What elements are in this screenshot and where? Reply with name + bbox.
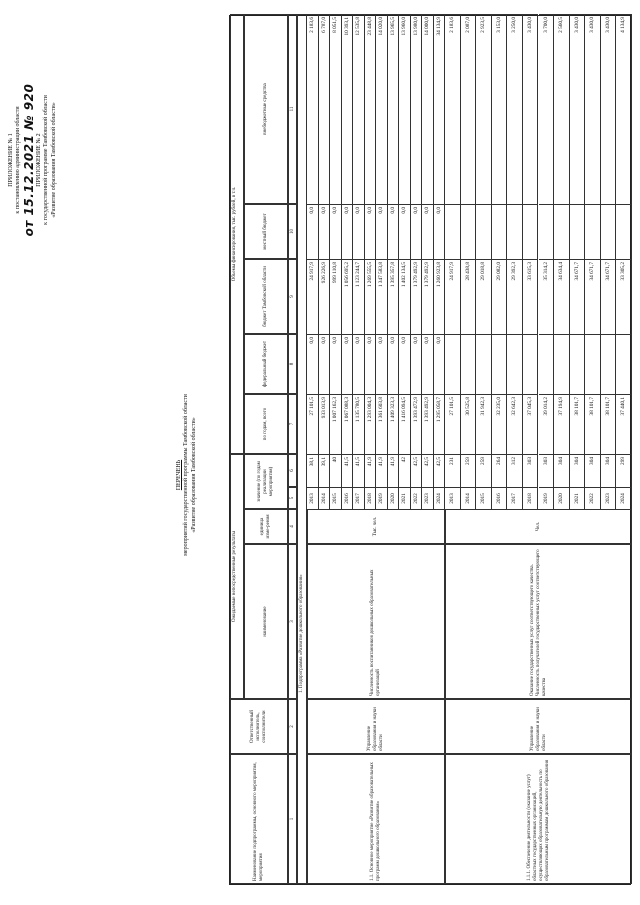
- cell-nonbudget: 13 965,5: [388, 14, 400, 204]
- cell-local: 0,0: [388, 204, 400, 259]
- cell-regional: 1 347 583,8: [376, 259, 388, 334]
- cell-value: 42,5: [422, 454, 434, 487]
- cell-nonbudget: 3 430,0: [601, 14, 617, 204]
- cell-total: 38 101,7: [601, 394, 617, 454]
- cell-local: 0,0: [353, 204, 365, 259]
- cell-nonbudget: 34 134,9: [434, 14, 446, 204]
- cell-year: 2016: [492, 487, 508, 509]
- cell-local: 0,0: [365, 204, 377, 259]
- cell-local: 0,0: [376, 204, 388, 259]
- cell-year: 2016: [342, 487, 354, 509]
- cell-local: [507, 204, 523, 259]
- cell-value: 259: [461, 454, 477, 487]
- cell-value: 299: [616, 454, 632, 487]
- appendix-line: «Развитие образования Тамбовской области»: [50, 102, 57, 218]
- cell-regional: 24 917,9: [445, 259, 461, 334]
- appendix-block: [8, 30, 58, 290]
- cell-local: 0,0: [319, 204, 331, 259]
- cell-value: 303: [539, 454, 555, 487]
- cell-year: 2020: [388, 487, 400, 509]
- cell-total: 1 393 492,9: [422, 394, 434, 454]
- cell-total: 27 101,5: [445, 394, 461, 454]
- header-regional: бюджет Тамбовской области: [244, 259, 288, 334]
- cell-federal: [476, 334, 492, 394]
- cell-regional: 34 671,7: [601, 259, 617, 334]
- col-number: 10: [288, 204, 297, 259]
- cell-year: 2014: [461, 487, 477, 509]
- measure-unit: Чел.: [445, 509, 632, 544]
- cell-local: [570, 204, 586, 259]
- cell-nonbudget: 6 787,0: [319, 14, 331, 204]
- cell-total: 1 135 780,5: [353, 394, 365, 454]
- header-total: по годам, всего: [244, 394, 288, 454]
- cell-nonbudget: 10 393,1: [342, 14, 354, 204]
- appendix-line: ПРИЛОЖЕНИЕ № 2: [35, 133, 42, 187]
- cell-local: 0,0: [342, 204, 354, 259]
- cell-regional: 34 671,7: [570, 259, 586, 334]
- cell-value: 304: [554, 454, 570, 487]
- measure-name: 1.1.1. Обеспечение деятельности (оказание услуг) областных государственных организаций, осуществляющих образовательную деятельность по образовательным программам дошкольного образования: [445, 754, 632, 884]
- col-number: 2: [288, 699, 297, 754]
- cell-local: [492, 204, 508, 259]
- cell-federal: [570, 334, 586, 394]
- cell-nonbudget: 2 183,6: [307, 14, 319, 204]
- document-title: [176, 305, 198, 645]
- appendix-line: к государственной программе Тамбовской области: [43, 95, 50, 225]
- cell-total: 1 416 094,5: [399, 394, 411, 454]
- cell-total: 31 942,3: [476, 394, 492, 454]
- cell-value: 38,1: [307, 454, 319, 487]
- cell-year: 2022: [411, 487, 423, 509]
- cell-nonbudget: 2 183,6: [445, 14, 461, 204]
- cell-federal: 0,0: [434, 334, 446, 394]
- col-number: 11: [288, 14, 297, 204]
- cell-total: 1 293 004,3: [365, 394, 377, 454]
- cell-total: 27 101,5: [307, 394, 319, 454]
- cell-nonbudget: 3 700,0: [539, 14, 555, 204]
- cell-value: 304: [570, 454, 586, 487]
- cell-federal: [461, 334, 477, 394]
- measures-table: [229, 15, 631, 885]
- cell-year: 2021: [570, 487, 586, 509]
- cell-nonbudget: 3 430,0: [570, 14, 586, 204]
- measure-unit: Тыс. чел.: [307, 509, 445, 544]
- cell-federal: 0,0: [307, 334, 319, 394]
- cell-value: 41,9: [365, 454, 377, 487]
- cell-year: 2022: [585, 487, 601, 509]
- cell-value: 42: [399, 454, 411, 487]
- cell-local: [476, 204, 492, 259]
- cell-regional: 1 402 134,5: [399, 259, 411, 334]
- cell-year: 2013: [307, 487, 319, 509]
- measure-name: 1.1. Основное мероприятие «Развитие образовательных программ дошкольного образования»: [307, 754, 445, 884]
- cell-regional: 29 018,8: [476, 259, 492, 334]
- cell-value: 264: [492, 454, 508, 487]
- cell-year: 2019: [376, 487, 388, 509]
- cell-local: [585, 204, 601, 259]
- cell-total: 1 067 088,3: [342, 394, 354, 454]
- appendix-line: ПРИЛОЖЕНИЕ № 1: [8, 133, 14, 187]
- col-number: 7: [288, 394, 297, 454]
- cell-value: 42,5: [434, 454, 446, 487]
- header-executor: Ответственный исполнитель, соисполнители: [230, 699, 288, 754]
- col-number: 9: [288, 259, 297, 334]
- cell-local: 0,0: [434, 204, 446, 259]
- cell-total: 38 101,7: [585, 394, 601, 454]
- header-expected: Ожидаемые непосредственные результаты: [230, 454, 244, 699]
- title-subline: «Развитие образования Тамбовской области»: [190, 417, 197, 533]
- cell-value: 41,9: [376, 454, 388, 487]
- cell-local: 0,0: [330, 204, 342, 259]
- cell-regional: 1 123 244,7: [353, 259, 365, 334]
- cell-nonbudget: 14 020,0: [376, 14, 388, 204]
- year-rows: [445, 14, 632, 509]
- cell-regional: 999 110,8: [330, 259, 342, 334]
- cell-federal: 0,0: [365, 334, 377, 394]
- cell-nonbudget: 14 000,0: [422, 14, 434, 204]
- cell-year: 2018: [365, 487, 377, 509]
- cell-federal: [601, 334, 617, 394]
- cell-total: 38 101,7: [570, 394, 586, 454]
- cell-regional: 1 056 695,2: [342, 259, 354, 334]
- cell-federal: 0,0: [376, 334, 388, 394]
- header-name: Наименование подпрограммы, основного мероприятия, мероприятия: [230, 754, 288, 884]
- cell-total: 1 393 472,9: [411, 394, 423, 454]
- cell-federal: [585, 334, 601, 394]
- cell-total: 37 045,3: [523, 394, 539, 454]
- header-unit: единица изме-рения: [244, 509, 288, 544]
- header-federal: федеральный бюджет: [244, 334, 288, 394]
- cell-local: 0,0: [307, 204, 319, 259]
- cell-regional: 1 395 357,8: [388, 259, 400, 334]
- cell-year: 2013: [445, 487, 461, 509]
- cell-regional: 926 226,9: [319, 259, 331, 334]
- cell-federal: 0,0: [319, 334, 331, 394]
- cell-year: 2015: [330, 487, 342, 509]
- cell-total: 1 409 323,3: [388, 394, 400, 454]
- cell-regional: 29 082,0: [492, 259, 508, 334]
- cell-nonbudget: 23 448,8: [365, 14, 377, 204]
- cell-regional: 1 269 555,5: [365, 259, 377, 334]
- cell-federal: [539, 334, 555, 394]
- cell-value: 39,1: [319, 454, 331, 487]
- cell-value: 42,5: [411, 454, 423, 487]
- cell-regional: 33 615,3: [523, 259, 539, 334]
- cell-value: 303: [523, 454, 539, 487]
- cell-regional: 35 314,2: [539, 259, 555, 334]
- header-local: местный бюджет: [244, 204, 288, 259]
- cell-total: 933 013,9: [319, 394, 331, 454]
- cell-nonbudget: 4 134,9: [616, 14, 632, 204]
- cell-nonbudget: 13 980,0: [411, 14, 423, 204]
- cell-year: 2024: [616, 487, 632, 509]
- cell-regional: 34 671,7: [585, 259, 601, 334]
- cell-nonbudget: 12 535,8: [353, 14, 365, 204]
- cell-local: [523, 204, 539, 259]
- cell-total: 1 361 603,8: [376, 394, 388, 454]
- handwritten-date-number: от 15.12.2021 № 920: [21, 83, 36, 237]
- cell-local: [616, 204, 632, 259]
- cell-year: 2018: [523, 487, 539, 509]
- cell-value: 41,9: [388, 454, 400, 487]
- cell-total: 1 007 162,3: [330, 394, 342, 454]
- cell-year: 2023: [422, 487, 434, 509]
- cell-federal: 0,0: [353, 334, 365, 394]
- cell-federal: 0,0: [342, 334, 354, 394]
- cell-regional: 1 379 492,9: [411, 259, 423, 334]
- measure-result: Оказание государственных услуг соответствующего качества. Численность получателей государственных услуг соответствующего качества: [445, 544, 632, 699]
- cell-total: 37 194,9: [554, 394, 570, 454]
- cell-federal: 0,0: [422, 334, 434, 394]
- cell-value: 304: [601, 454, 617, 487]
- cell-year: 2020: [554, 487, 570, 509]
- cell-local: 0,0: [422, 204, 434, 259]
- appendix-line: к постановлению администрации области: [15, 106, 22, 214]
- measure-result: Численность воспитанников дошкольных образовательных организаций: [307, 544, 445, 699]
- header-result-name: наименование: [244, 544, 288, 699]
- cell-local: 0,0: [411, 204, 423, 259]
- cell-local: [601, 204, 617, 259]
- subprogram-row: 1. Подпрограмма «Развитие дошкольного образования»: [297, 14, 307, 884]
- cell-nonbudget: 3 430,0: [585, 14, 601, 204]
- cell-value: 231: [445, 454, 461, 487]
- cell-year: 2014: [319, 487, 331, 509]
- cell-nonbudget: 3 250,0: [507, 14, 523, 204]
- col-number: 8: [288, 334, 297, 394]
- cell-nonbudget: 3 153,0: [492, 14, 508, 204]
- cell-nonbudget: 2 087,0: [461, 14, 477, 204]
- cell-federal: 0,0: [411, 334, 423, 394]
- cell-value: 312: [507, 454, 523, 487]
- header-value: значение (по годам реализации мероприятия): [244, 454, 288, 509]
- cell-local: [539, 204, 555, 259]
- title-main: ПЕРЕЧЕНЬ: [176, 459, 182, 491]
- cell-federal: [507, 334, 523, 394]
- col-number: 1: [288, 754, 297, 884]
- cell-local: [445, 204, 461, 259]
- cell-federal: [445, 334, 461, 394]
- header-nonbudget: внебюджетные средства: [244, 14, 288, 204]
- cell-value: 41,5: [342, 454, 354, 487]
- cell-value: 304: [585, 454, 601, 487]
- measure-executor: Управление образования и науки области: [307, 699, 445, 754]
- cell-federal: [554, 334, 570, 394]
- cell-regional: 1 379 492,9: [422, 259, 434, 334]
- cell-local: [554, 204, 570, 259]
- cell-year: 2015: [476, 487, 492, 509]
- cell-federal: [492, 334, 508, 394]
- cell-federal: 0,0: [388, 334, 400, 394]
- title-subline: мероприятий государственной программы Тамбовской области: [183, 394, 190, 556]
- cell-local: [461, 204, 477, 259]
- col-number: 5: [288, 487, 297, 509]
- cell-year: 2019: [539, 487, 555, 509]
- cell-nonbudget: 3 430,0: [523, 14, 539, 204]
- measure-executor: Управление образования и науки области: [445, 699, 632, 754]
- cell-total: 32 642,3: [507, 394, 523, 454]
- year-rows: [307, 14, 445, 509]
- cell-total: 39 014,2: [539, 394, 555, 454]
- cell-year: 2017: [353, 487, 365, 509]
- cell-nonbudget: 2 560,5: [554, 14, 570, 204]
- cell-federal: [616, 334, 632, 394]
- cell-local: 0,0: [399, 204, 411, 259]
- cell-value: 40: [330, 454, 342, 487]
- col-number: 3: [288, 544, 297, 699]
- cell-year: 2021: [399, 487, 411, 509]
- cell-federal: [523, 334, 539, 394]
- cell-regional: 34 634,4: [554, 259, 570, 334]
- header-funding: Объемы финансирования, тыс. рублей, в т.ч.: [230, 14, 244, 454]
- col-number: 4: [288, 509, 297, 544]
- cell-total: 1 295 058,7: [434, 394, 446, 454]
- cell-year: 2017: [507, 487, 523, 509]
- cell-federal: 0,0: [399, 334, 411, 394]
- cell-nonbudget: 8 051,5: [330, 14, 342, 204]
- cell-nonbudget: 2 923,5: [476, 14, 492, 204]
- cell-value: 259: [476, 454, 492, 487]
- cell-regional: 29 392,3: [507, 259, 523, 334]
- cell-value: 41,5: [353, 454, 365, 487]
- col-number: 6: [288, 454, 297, 487]
- cell-year: 2024: [434, 487, 446, 509]
- cell-total: 32 235,0: [492, 394, 508, 454]
- cell-regional: 1 260 923,8: [434, 259, 446, 334]
- cell-federal: 0,0: [330, 334, 342, 394]
- cell-year: 2023: [601, 487, 617, 509]
- cell-total: 30 525,8: [461, 394, 477, 454]
- cell-total: 37 440,1: [616, 394, 632, 454]
- cell-regional: 28 438,8: [461, 259, 477, 334]
- cell-regional: 24 917,9: [307, 259, 319, 334]
- cell-nonbudget: 13 960,0: [399, 14, 411, 204]
- cell-regional: 33 305,2: [616, 259, 632, 334]
